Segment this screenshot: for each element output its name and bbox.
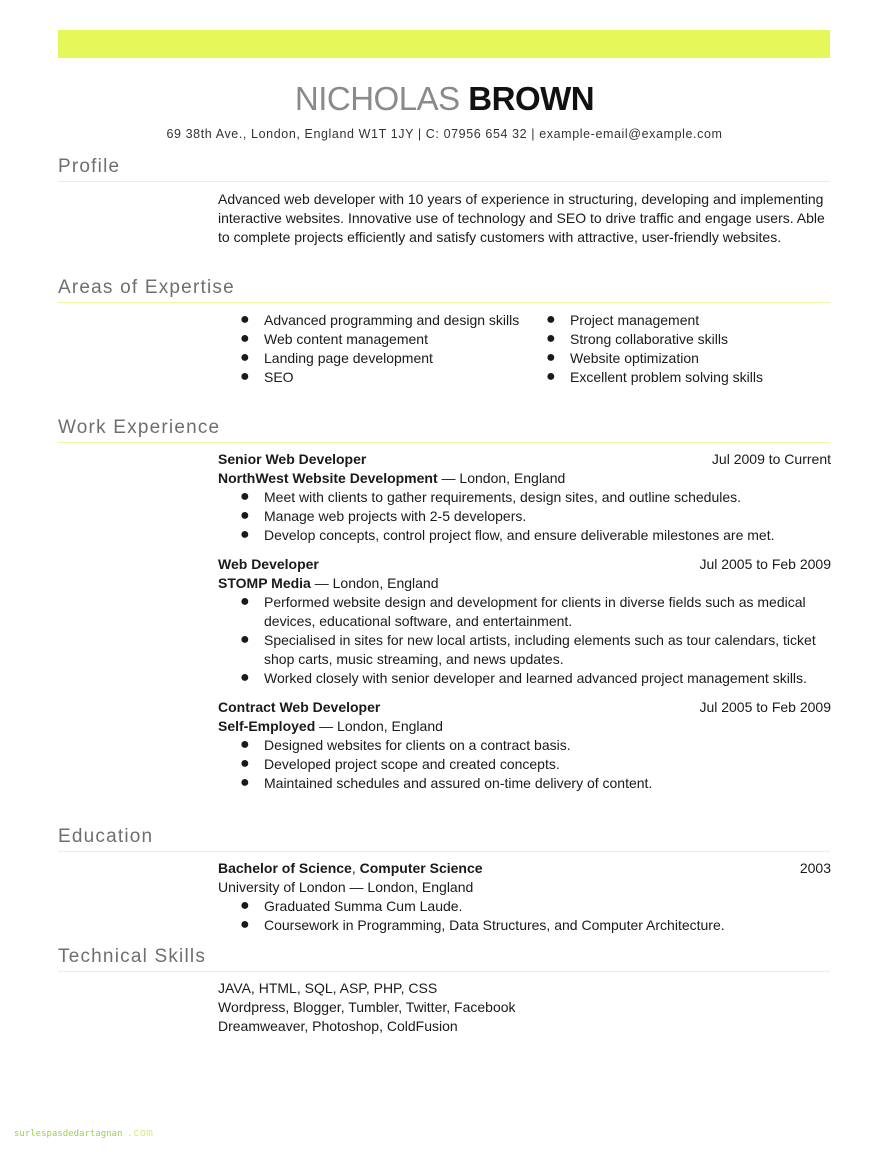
skills-heading: Technical Skills: [58, 946, 207, 967]
education-rule: [58, 851, 830, 852]
expertise-list-right: [524, 311, 814, 387]
work-rule: [58, 442, 830, 443]
profile-rule: [58, 181, 830, 182]
list-item: ● Designed websites for clients on a contract basis.: [240, 736, 571, 753]
expertise-heading: Areas of Expertise: [58, 277, 235, 298]
list-item: ● SEO: [240, 368, 294, 385]
list-item: ● Performed website design and development for clients in diverse fields such as medical devices, educational software, and entertainment.: [240, 593, 806, 629]
job-entry: [218, 555, 831, 688]
list-item: ● Strong collaborative skills: [546, 330, 728, 347]
graduation-year: 2003: [799, 860, 831, 876]
work-section: [218, 450, 831, 803]
job-title: Senior Web Developer: [218, 451, 367, 467]
job-company: Self-Employed: [218, 718, 316, 734]
job-title: Contract Web Developer: [218, 699, 381, 715]
job-company: NorthWest Website Development: [218, 470, 438, 486]
list-item: ● Worked closely with senior developer and learned advanced project management skills.: [240, 669, 807, 686]
skills-line: Dreamweaver, Photoshop, ColdFusion: [218, 1018, 458, 1034]
profile-section: [218, 190, 831, 247]
education-heading: Education: [58, 826, 154, 847]
work-heading: Work Experience: [58, 417, 221, 438]
education-section: Bachelor of Science, Computer Science 2003 University of London — London, England ● Graduated Summa Cum Laude. ● Coursework in Programming, Data Structures, and Computer Architecture.: [218, 860, 831, 933]
watermark: surlespasdedartagnan .com: [14, 1126, 153, 1139]
skills-section: [218, 979, 831, 1036]
job-bullets: [218, 488, 831, 545]
list-item: ● Excellent problem solving skills: [546, 368, 763, 385]
job-dates: Jul 2009 to Current: [711, 451, 831, 467]
accent-bar: [58, 30, 830, 58]
list-item: ● Graduated Summa Cum Laude.: [240, 897, 463, 914]
expertise-rule: [58, 302, 830, 303]
list-item: ● Advanced programming and design skills: [240, 311, 520, 328]
job-bullets: [218, 593, 831, 688]
job-bullets: [218, 736, 831, 793]
education-bullets: [218, 897, 831, 935]
list-item: ● Specialised in sites for new local artists, including elements such as tour calendars, ticket shop carts, music streaming, and news updates.: [240, 631, 816, 667]
skills-line: JAVA, HTML, SQL, ASP, PHP, CSS: [218, 980, 438, 996]
job-location: — London, England: [310, 575, 439, 591]
list-item: ● Web content management: [240, 330, 428, 347]
list-item: ● Website optimization: [546, 349, 699, 366]
job-location: — London, England: [315, 718, 443, 734]
job-title: Web Developer: [218, 556, 319, 572]
list-item: ● Developed project scope and created concepts.: [240, 755, 560, 772]
job-dates: Jul 2005 to Feb 2009: [699, 556, 831, 572]
profile-text: Advanced web developer with 10 years of experience in structuring, developing and implementing interactive websites. Innovative use of technology and SEO to drive traffic and engage users. Able to complete projects efficiently and satisfy customers with attractive, user-friendly websites.: [218, 191, 825, 245]
school: University of London — London, England: [218, 879, 474, 895]
expertise-list-left: [218, 311, 524, 387]
list-item: ● Project management: [546, 311, 700, 328]
skills-rule: [58, 971, 830, 972]
expertise-section: [218, 311, 831, 387]
job-company: STOMP Media: [218, 575, 311, 591]
skills-line: Wordpress, Blogger, Tumbler, Twitter, Facebook: [218, 999, 516, 1015]
candidate-name: [0, 80, 889, 118]
list-item: ● Manage web projects with 2-5 developers.: [240, 507, 527, 524]
job-entry: [218, 698, 831, 793]
job-entry: [218, 450, 831, 545]
list-item: ● Maintained schedules and assured on-time delivery of content.: [240, 774, 653, 791]
profile-heading: Profile: [58, 156, 121, 177]
degree-field: Computer Science: [359, 860, 483, 876]
contact-line: 69 38th Ave., London, England W1T 1JY | C: 07956 654 32 | example-email@example.com: [166, 127, 723, 141]
list-item: ● Meet with clients to gather requirements, design sites, and outline schedules.: [240, 488, 742, 505]
list-item: ● Coursework in Programming, Data Structures, and Computer Architecture.: [240, 916, 725, 933]
job-dates: Jul 2005 to Feb 2009: [699, 699, 831, 715]
job-location: — London, England: [437, 470, 566, 486]
list-item: ● Landing page development: [240, 349, 433, 366]
last-name: BROWN: [468, 80, 595, 117]
list-item: ● Develop concepts, control project flow, and ensure deliverable milestones are met.: [240, 526, 775, 543]
degree: Bachelor of Science: [218, 860, 352, 876]
first-name: NICHOLAS: [294, 80, 460, 117]
